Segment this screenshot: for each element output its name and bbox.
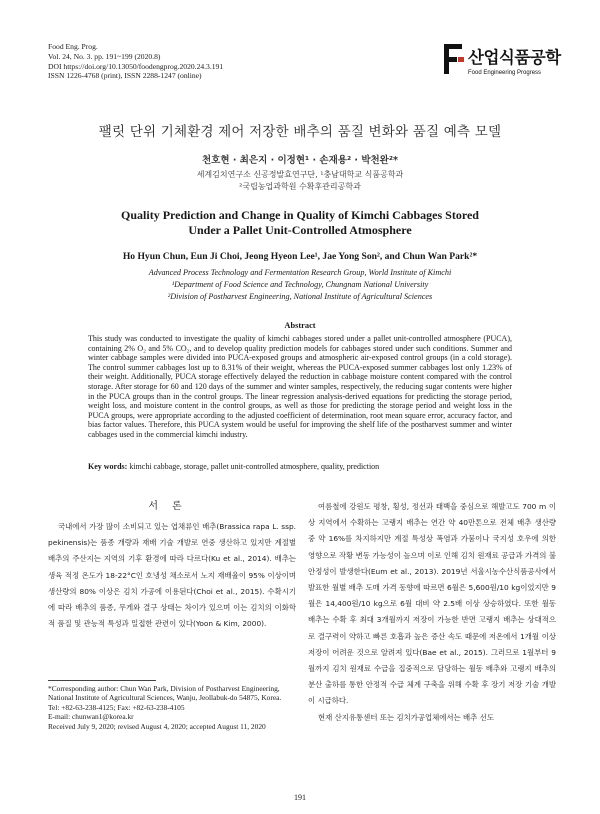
footnote-tel: Tel: +82-63-238-4125; Fax: +82-63-238-4105	[48, 702, 185, 712]
affiliation-english-2: ¹Department of Food Science and Technology, Chungnam National University	[171, 280, 429, 289]
journal-logo-english: Food Engineering Progress	[468, 70, 542, 76]
abstract-heading: Abstract	[284, 321, 316, 330]
title-english-line-1: Quality Prediction and Change in Quality of Kimchi Cabbages Stored	[121, 208, 479, 222]
title-english-line-2: Under a Pallet Unit-Controlled Atmosphere	[188, 223, 412, 237]
footnote-received: Received July 9, 2020; revised August 4, 2020; accepted August 11, 2020	[48, 721, 266, 731]
authors-korean: 천호현 · 최은지 · 이정현¹ · 손재용² · 박천완²*	[201, 155, 398, 166]
left-column	[48, 519, 296, 632]
footnote-divider	[48, 680, 156, 681]
keywords-list: kimchi cabbage, storage, pallet unit-controlled atmosphere, quality, prediction	[127, 462, 380, 471]
footnote-corresponding: *Corresponding author: Chun Wan Park, Division of Postharvest Engineering, National Institute of Agricultural Sciences, Wanju, Jeollabuk-do 54875, Korea.	[48, 684, 282, 703]
footnote	[48, 684, 296, 731]
affiliation-korean-2: ²국립농업과학원 수확후관리공학과	[239, 182, 361, 191]
affiliation-english-3: ²Division of Postharvest Engineering, National Institute of Agricultural Sciences	[167, 292, 433, 301]
title-korean: 팰릿 단위 기체환경 제어 저장한 배추의 품질 변화와 품질 예측 모델	[98, 124, 502, 140]
keywords-label: Key words:	[88, 462, 128, 471]
title-english	[0, 208, 600, 238]
journal-volume: Vol. 24, No. 3. pp. 191~199 (2020.8)	[48, 51, 161, 61]
keywords	[88, 462, 512, 471]
page-number: 191	[294, 793, 306, 802]
left-column-paragraph: 국내에서 가장 많이 소비되고 있는 엽채류인 배추(Brassica rapa L. ssp. pekinensis)는 품종 개량과 재배 기술 개발로 연중 생산하고 있지만 계절별 배추의 주산지는 지역의 기후 환경에 따라 다르다(Ku et al., 2014). 배추는 생육 적정 온도가 18-22°C인 호냉성 채소로서 노지 재배율이 95% 이상이며 생산량의 80% 이상은 김치 가공에 이용된다(Choi et al., 2015). 수확시기에 따라 배추의 품종, 무게와 결구 상태는 차이가 있으며 이는 김치의 이화학적 품질 및 관능적 특성과 밀접한 관련이 있다(Yoon & Kim, 2000).	[48, 522, 296, 629]
journal-doi[interactable]: DOI https://doi.org/10.13050/foodengprog.2020.24.3.191	[48, 61, 224, 71]
right-column-paragraph-1: 여름철에 강원도 평창, 횡성, 정선과 태백을 중심으로 해발고도 700 m 이상 지역에서 수확하는 고랭지 배추는 연간 약 40만톤으로 전체 배추 생산량 중 약 16%를 차지하지만 계절 특성상 폭염과 가뭄이나 국지성 호우에 의한 영향으로 작황 변동 가능성이 높으며 이로 인해 김치 원재료 공급과 가격의 불안정성이 발생한다(Eum et al., 2013). 2019년 서울시농수산식품공사에서 발표한 월별 배추 도매 가격 동향에 따르면 6월은 5,600원/10 kg이었지만 9월은 14,400원/10 kg으로 6월 대비 약 2.5배 이상 상승하였다. 또한 월동 배추는 수확 후 최대 3개월까지 저장이 가능한 반면 고랭지 배추는 상대적으로 결구력이 약하고 빠른 호흡과 높은 증산 속도 때문에 저온에서 1개월 이상 저장이 어려운 것으로 알려져 있다(Bae et al., 2015). 그러므로 1월부터 9월까지 김치 원재료 수급을 집중적으로 담당하는 월동 배추와 고랭지 배추의 분산 출하를 통한 안정적 수급 체계 구축을 위해 수확 후 장기 저장 기술 개발이 시급하다.	[308, 502, 556, 706]
right-column	[308, 499, 556, 726]
footnote-email[interactable]: E-mail: chunwan1@korea.kr	[48, 712, 134, 722]
journal-logo	[442, 40, 561, 92]
journal-logo-korean: 산업식품공학	[468, 48, 561, 67]
journal-issn: ISSN 1226-4768 (print), ISSN 2288-1247 (online)	[48, 71, 202, 81]
affiliation-english-1: Advanced Process Technology and Fermentation Research Group, World Institute of Kimchi	[148, 268, 452, 277]
abstract-body: This study was conducted to investigate the quality of kimchi cabbages stored under a pallet unit-controlled atmosphere (PUCA), containing 2% O₂ and 5% CO₂, and to develop quality prediction models for cabbages stored under such conditions. Summer and winter cabbage samples were divided into PUCA-exposed groups and atmospheric air-exposed control groups (in a cold storage). The control summer cabbages lost up to 8.31% of their weight, whereas the PUCA-exposed summer cabbages lost only 1.23% of their weight. Additionally, PUCA storage effectively delayed the reduction in cabbage moisture content compared with the control storage. After storage for 60 and 120 days of the summer and winter samples, respectively, the reducing sugar contents were higher in the PUCA groups than in the control groups. The linear regression analysis-derived equations for predicting the storage period, weight loss, and moisture content in the control groups, as well as those for predicting the storage period and weight loss in the PUCA groups, were appropriate according to the adjusted coefficient of determination, root mean square error, accuracy factor, and bias factor values. Therefore, this PUCA system would be useful for improving the shelf life of the postharvest summer and winter cabbages used in the commercial kimchi industry.	[88, 334, 512, 439]
journal-name: Food Eng. Prog.	[48, 42, 98, 51]
introduction-heading: 서론	[148, 501, 196, 512]
authors-english: Ho Hyun Chun, Eun Ji Choi, Jeong Hyeon Lee¹, Jae Yong Son², and Chun Wan Park²*	[122, 251, 478, 262]
journal-logo-mark-icon	[442, 42, 466, 76]
journal-header	[48, 42, 223, 81]
right-column-paragraph-2: 현재 산지유통센터 또는 김치가공업체에서는 배추 선도	[318, 712, 494, 722]
affiliation-korean-1: 세계김치연구소 신공정발효연구단, ¹충남대학교 식품공학과	[196, 170, 404, 179]
